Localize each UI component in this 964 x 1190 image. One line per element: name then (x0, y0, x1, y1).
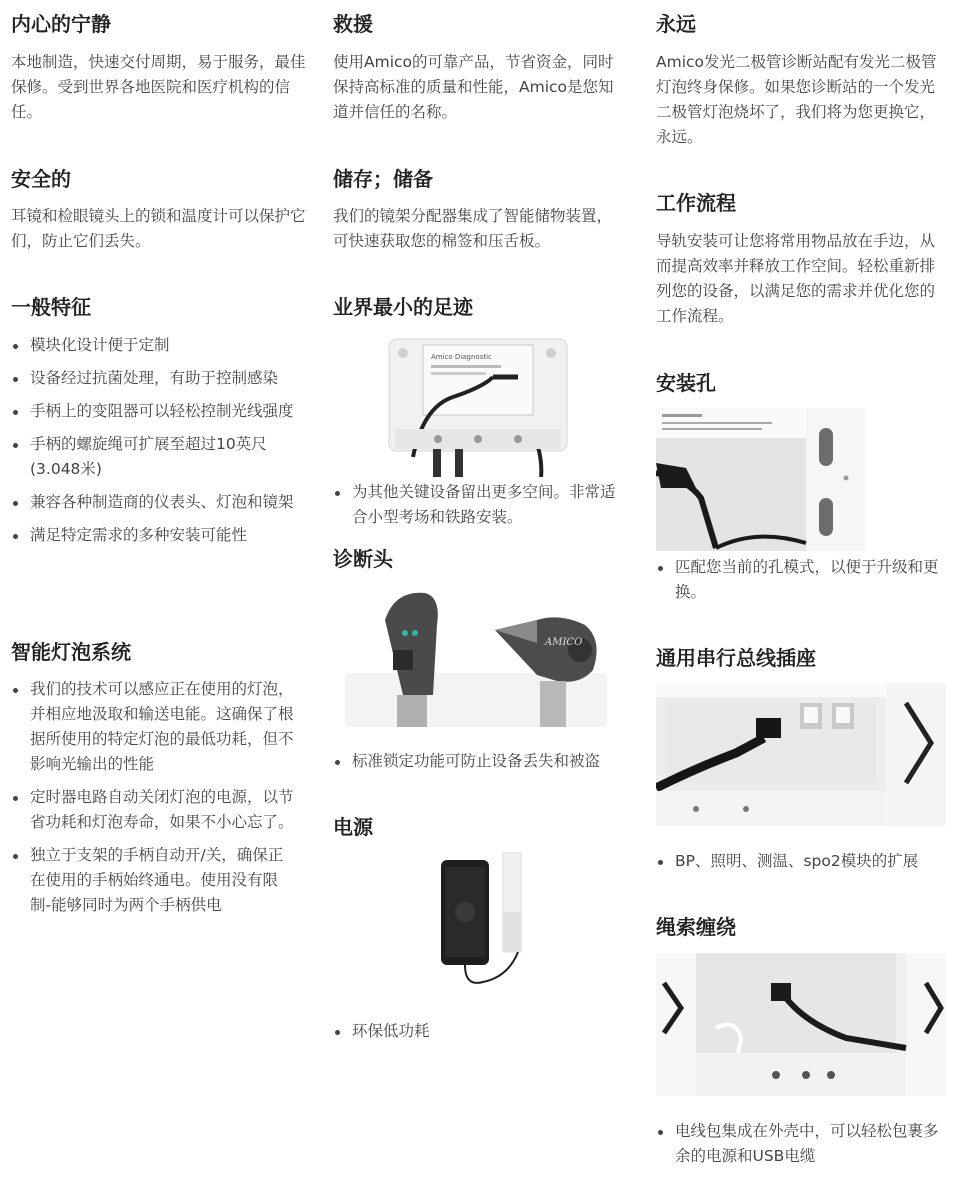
cord-wrap-title: 绳索缠绕 (656, 915, 736, 939)
power-title: 电源 (333, 815, 373, 839)
rescue-title: 救援 (333, 12, 373, 36)
body-line: 列您的设备，以满足您的需求并优化您的 (656, 282, 936, 300)
list-item: 兼容各种制造商的仪表头、灯泡和镜架 (11, 490, 296, 515)
general-features-list (11, 333, 296, 548)
right-column (656, 0, 946, 1190)
list-item: 手柄上的变阻器可以轻松控制光线强度 (11, 399, 296, 424)
footprint-list (333, 480, 618, 530)
mount-holes-list (656, 555, 941, 605)
usb-ports-image (656, 683, 946, 826)
list-item: 匹配您当前的孔模式，以便于升级和更换。 (656, 555, 941, 605)
list-item: 模块化设计便于定制 (11, 333, 296, 358)
smart-bulb-list (11, 677, 296, 918)
workflow-body (656, 229, 935, 329)
body-line: 导轨安装可让您将常用物品放在手边，从 (656, 232, 936, 250)
cord-wrap-image (656, 953, 946, 1096)
diagnostic-heads-image (345, 585, 607, 727)
storage-body: 我们的镜架分配器集成了智能储物装置，可快速获取您的棉签和压舌板。 (333, 207, 613, 250)
wall-mount-image (383, 337, 573, 477)
mount-holes-image (656, 408, 865, 551)
rescue-body: 使用Amico的可靠产品，节省资金，同时保持高标准的质量和性能，Amico是您知道并信任的名称。 (333, 53, 614, 121)
body-line: 二极管灯泡烧坏了，我们将为您更换它， (656, 103, 936, 121)
body-line: Amico发光二极管诊断站配有发光二极管 (656, 53, 937, 71)
list-item: 手柄的螺旋绳可扩展至超过10英尺(3.048米) (11, 432, 296, 482)
safe-body: 耳镜和检眼镜头上的锁和温度计可以保护它们，防止它们丢失。 (11, 207, 306, 250)
list-item: 满足特定需求的多种安装可能性 (11, 523, 296, 548)
list-item: 环保低功耗 (333, 1019, 618, 1044)
list-item: 我们的技术可以感应正在使用的灯泡，并相应地汲取和输送电能。这确保了根据所使用的特定灯泡的最低功耗，但不影响光输出的性能 (11, 677, 296, 777)
mount-holes-title: 安装孔 (656, 371, 716, 395)
power-list (333, 1019, 618, 1044)
list-item: 设备经过抗菌处理，有助于控制感染 (11, 366, 296, 391)
list-item: 为其他关键设备留出更多空间。非常适合小型考场和铁路安装。 (333, 480, 618, 530)
diagnostic-heads-list (333, 749, 618, 774)
peace-body: 本地制造，快速交付周期，易于服务，最佳保修。受到世界各地医院和医疗机构的信任。 (11, 53, 306, 121)
safe-title: 安全的 (11, 167, 71, 191)
list-item: 独立于支架的手柄自动开/关，确保正在使用的手柄始终通电。使用没有限制-能够同时为两个手柄供电 (11, 843, 296, 918)
usb-title: 通用串行总线插座 (656, 646, 816, 670)
body-line: 灯泡终身保修。如果您诊断站的一个发光 (656, 78, 936, 96)
usb-list (656, 849, 941, 874)
cord-wrap-list (656, 1119, 941, 1169)
power-supply-image (433, 852, 528, 1000)
forever-title: 永远 (656, 12, 696, 36)
storage-title: 储存；储备 (333, 167, 433, 191)
list-item: 电线包集成在外壳中，可以轻松包裹多余的电源和USB电缆 (656, 1119, 941, 1169)
otoscope-brand-text: AMICO (545, 637, 583, 648)
general-features-title: 一般特征 (11, 295, 91, 319)
body-line: 而提高效率并释放工作空间。轻松重新排 (656, 257, 936, 275)
list-item: 标准锁定功能可防止设备丢失和被盗 (333, 749, 618, 774)
device-label-text: Amico Diagnostic (431, 353, 492, 361)
peace-title: 内心的宁静 (11, 12, 111, 36)
body-line: 工作流程。 (656, 307, 734, 325)
list-item: BP、照明、测温、spo2模块的扩展 (656, 849, 941, 874)
body-line: 永远。 (656, 128, 703, 146)
workflow-title: 工作流程 (656, 191, 736, 215)
list-item: 定时器电路自动关闭灯泡的电源，以节省功耗和灯泡寿命，如果不小心忘了。 (11, 785, 296, 835)
footprint-title: 业界最小的足迹 (333, 295, 473, 319)
smart-bulb-title: 智能灯泡系统 (11, 640, 131, 664)
diagnostic-heads-title: 诊断头 (333, 547, 393, 571)
forever-body (656, 50, 937, 150)
